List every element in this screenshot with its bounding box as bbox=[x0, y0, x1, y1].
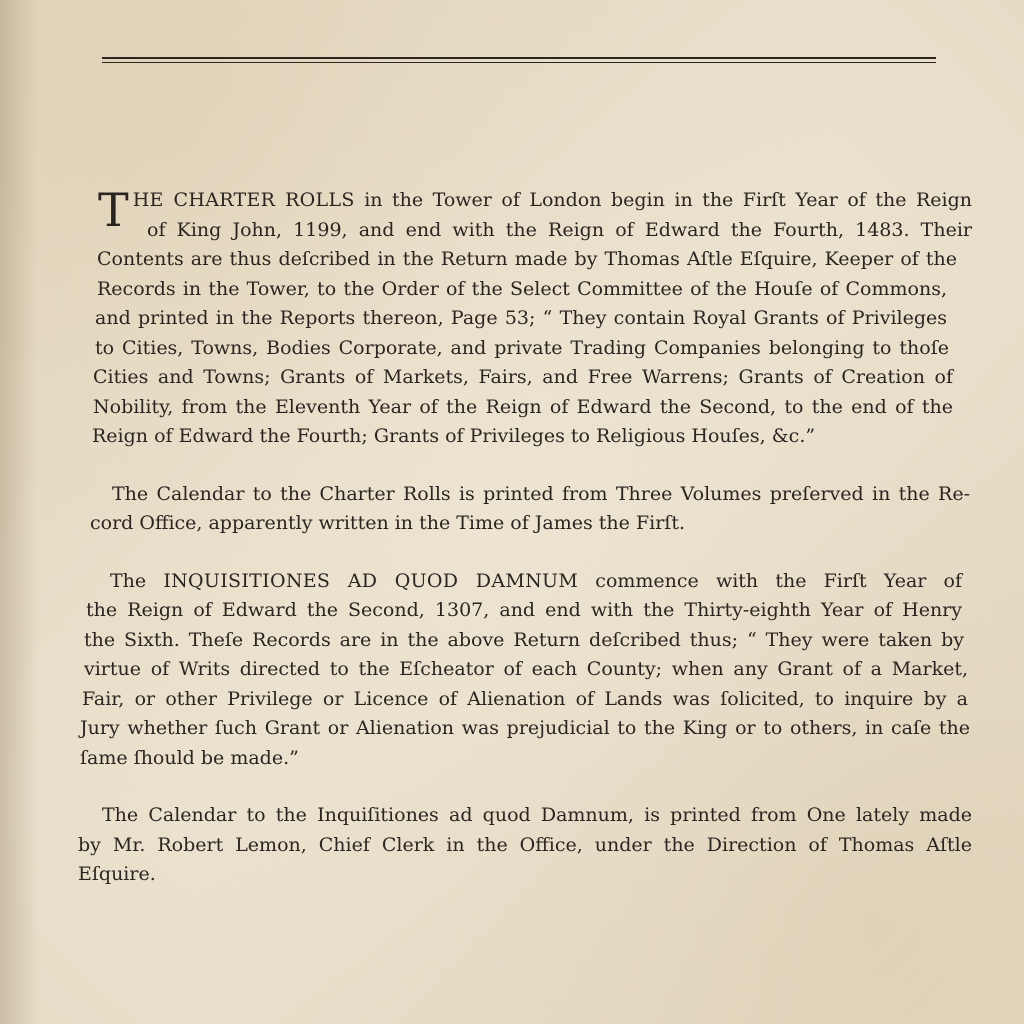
text-line: Reign of Edward the Fourth; Grants of Privileges to Religious Houſes, &c.” bbox=[92, 425, 816, 447]
text-line: Jury whether ſuch Grant or Alienation was prejudicial to the King or to others, in caſe the bbox=[80, 717, 970, 739]
rule-thin-line bbox=[102, 62, 936, 63]
text-line: The INQUISITIONES AD QUOD DAMNUM commence with the Firſt Year of bbox=[110, 569, 962, 592]
text-line: Fair, or other Privilege or Licence of Alienation of Lands was ſolicited, to inquire by a bbox=[82, 687, 968, 710]
paragraph-inquisitiones bbox=[80, 567, 972, 774]
text-line: to Cities, Towns, Bodies Corporate, and private Trading Companies belonging to thoſe bbox=[95, 336, 949, 359]
body-text bbox=[78, 183, 972, 890]
text-line: Eſquire. bbox=[78, 863, 156, 885]
rule-thick-line bbox=[102, 57, 936, 59]
text-line: Contents are thus deſcribed in the Return made by Thomas Aſtle Eſquire, Keeper of the bbox=[97, 248, 957, 270]
small-caps-heading: HE CHARTER ROLLS bbox=[132, 189, 355, 211]
header-double-rule bbox=[102, 57, 936, 65]
text-line: of King John, 1199, and end with the Reign of Edward the Fourth, 1483. Their bbox=[147, 218, 972, 241]
text-line: The Calendar to the Inquiſitiones ad quod Damnum, is printed from One lately made bbox=[102, 804, 972, 826]
small-caps-heading: INQUISITIONES AD QUOD DAMNUM bbox=[163, 569, 579, 592]
paragraph-calendar-inquisitiones bbox=[80, 801, 972, 890]
text-line: HE CHARTER ROLLS in the Tower of London begin in the Firſt Year of the Reign bbox=[132, 189, 972, 211]
paragraph-charter-rolls bbox=[80, 183, 972, 452]
text-line: the Sixth. Theſe Records are in the above Return deſcribed thus; “ They were taken by bbox=[84, 628, 964, 651]
text-line: Nobility, from the Eleventh Year of the Reign of Edward the Second, to the end of the bbox=[93, 395, 953, 418]
paragraph-calendar-charter bbox=[80, 480, 972, 539]
text-line: Cities and Towns; Grants of Markets, Fairs, and Free Warrens; Grants of Creation of bbox=[93, 366, 953, 388]
text-line: and printed in the Reports thereon, Page 53; “ They contain Royal Grants of Privileges bbox=[95, 307, 947, 329]
text-line: The Calendar to the Charter Rolls is printed from Three Volumes preſerved in the Re- bbox=[112, 482, 970, 505]
text-line: ſame ſhould be made.” bbox=[80, 746, 299, 769]
text-line: the Reign of Edward the Second, 1307, and end with the Thirty-eighth Year of Henry bbox=[86, 599, 962, 621]
text-line: Records in the Tower, to the Order of the Select Committee of the Houſe of Commons, bbox=[97, 277, 947, 300]
text-line: by Mr. Robert Lemon, Chief Clerk in the Office, under the Direction of Thomas Aſtle bbox=[78, 833, 972, 856]
drop-cap-letter: T bbox=[98, 183, 129, 237]
text-line: cord Office, apparently written in the Time of James the Firſt. bbox=[90, 512, 685, 534]
text-line: virtue of Writs directed to the Eſcheator of each County; when any Grant of a Market, bbox=[84, 658, 968, 680]
binding-gutter-shadow bbox=[0, 0, 38, 1024]
